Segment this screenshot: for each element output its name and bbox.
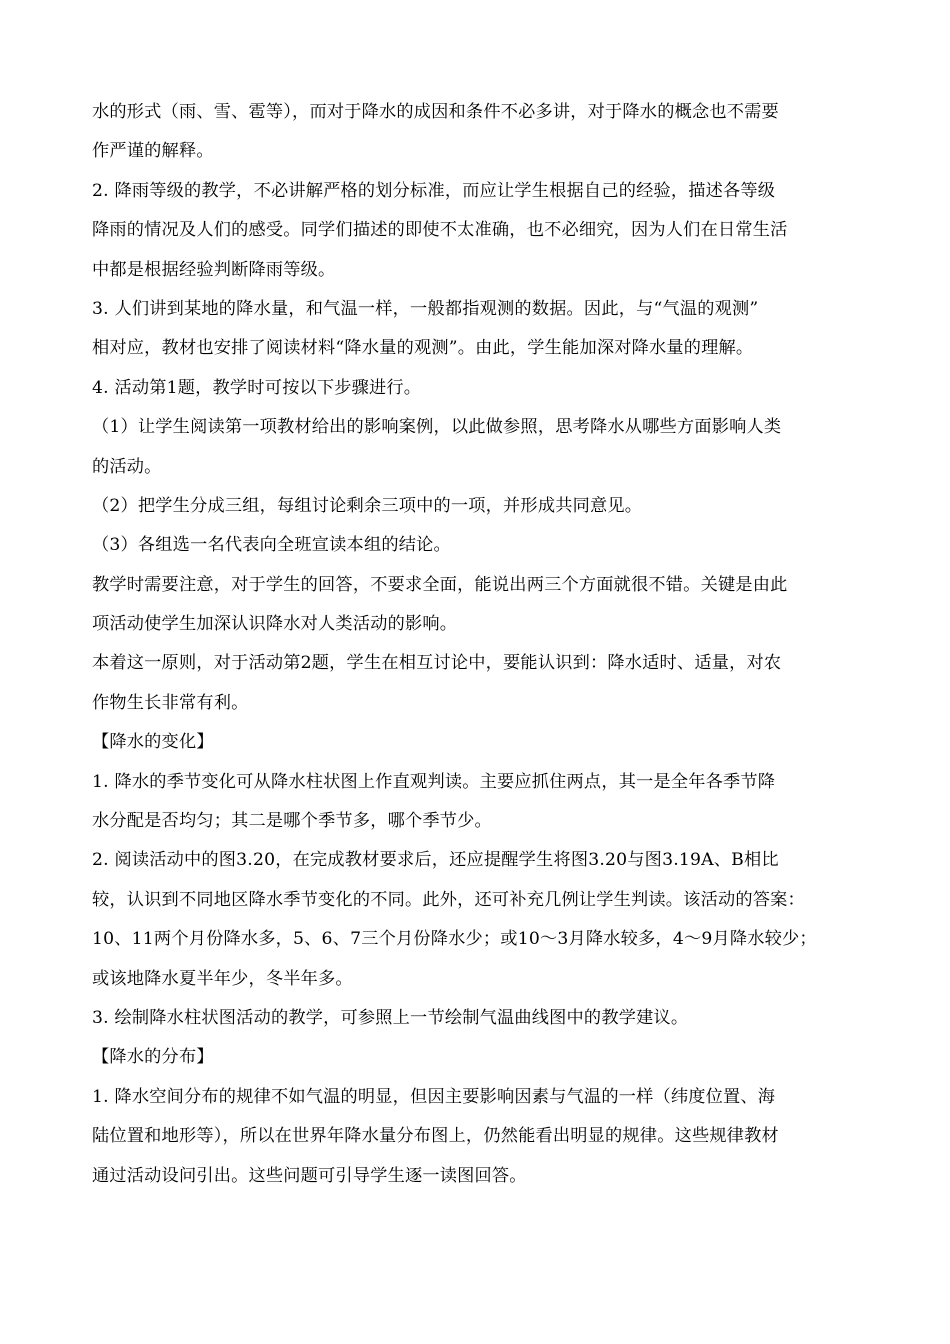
text-line: 或该地降水夏半年少，冬半年多。	[92, 968, 353, 989]
text-line: 项活动使学生加深认识降水对人类活动的影响。	[92, 614, 458, 635]
text-line: 中都是根据经验判断降雨等级。	[92, 259, 336, 280]
text-line: （3）各组选一名代表向全班宣读本组的结论。	[92, 535, 451, 556]
text-line: 3. 绘制降水柱状图活动的教学，可参照上一节绘制气温曲线图中的教学建议。	[92, 1007, 689, 1028]
text-line: 相对应，教材也安排了阅读材料“降水量的观测”。由此，学生能加深对降水量的理解。	[92, 338, 754, 359]
text-line: 通过活动设问引出。这些问题可引导学生逐一读图回答。	[92, 1165, 527, 1186]
text-line: 降雨的情况及人们的感受。同学们描述的即使不太准确，也不必细究，因为人们在日常生活	[92, 220, 788, 241]
text-line: 的活动。	[92, 456, 162, 477]
section-heading: 【降水的分布】	[92, 1047, 214, 1068]
text-line: 教学时需要注意，对于学生的回答，不要求全面，能说出两三个方面就很不错。关键是由此	[92, 574, 788, 595]
text-line: 10、11两个月份降水多，5、6、7三个月份降水少；或10～3月降水较多，4～9月降水较少；	[92, 929, 817, 950]
text-line: 陆位置和地形等），所以在世界年降水量分布图上，仍然能看出明显的规律。这些规律教材	[92, 1126, 779, 1147]
text-line: 作物生长非常有利。	[92, 692, 249, 713]
text-line: 较，认识到不同地区降水季节变化的不同。此外，还可补充几例让学生判读。该活动的答案：	[92, 889, 805, 910]
text-line: 2. 阅读活动中的图3.20，在完成教材要求后，还应提醒学生将图3.20与图3.19A、B相比	[92, 850, 779, 871]
text-line: 水的形式（雨、雪、雹等），而对于降水的成因和条件不必多讲，对于降水的概念也不需要	[92, 102, 779, 122]
text-line: 1. 降水空间分布的规律不如气温的明显，但因主要影响因素与气温的一样（纬度位置、海	[92, 1086, 776, 1107]
document-body	[92, 93, 882, 1196]
text-line: 3. 人们讲到某地的降水量，和气温一样，一般都指观测的数据。因此，与“气温的观测”	[92, 298, 759, 319]
text-line: 水分配是否均匀；其二是哪个季节多，哪个季节少。	[92, 811, 492, 832]
text-line: （1）让学生阅读第一项教材给出的影响案例，以此做参照，思考降水从哪些方面影响人类	[92, 417, 782, 438]
text-line: 2. 降雨等级的教学，不必讲解严格的划分标准，而应让学生根据自己的经验，描述各等级	[92, 180, 776, 201]
text-line: 1. 降水的季节变化可从降水柱状图上作直观判读。主要应抓住两点，其一是全年各季节降	[92, 771, 776, 792]
text-line: （2）把学生分成三组，每组讨论剩余三项中的一项，并形成共同意见。	[92, 495, 643, 516]
text-line: 作严谨的解释。	[92, 141, 214, 162]
text-line: 4. 活动第1题，教学时可按以下步骤进行。	[92, 377, 422, 398]
section-heading: 【降水的变化】	[92, 732, 214, 753]
text-line: 本着这一原则，对于活动第2题，学生在相互讨论中，要能认识到：降水适时、适量，对农	[92, 653, 782, 674]
